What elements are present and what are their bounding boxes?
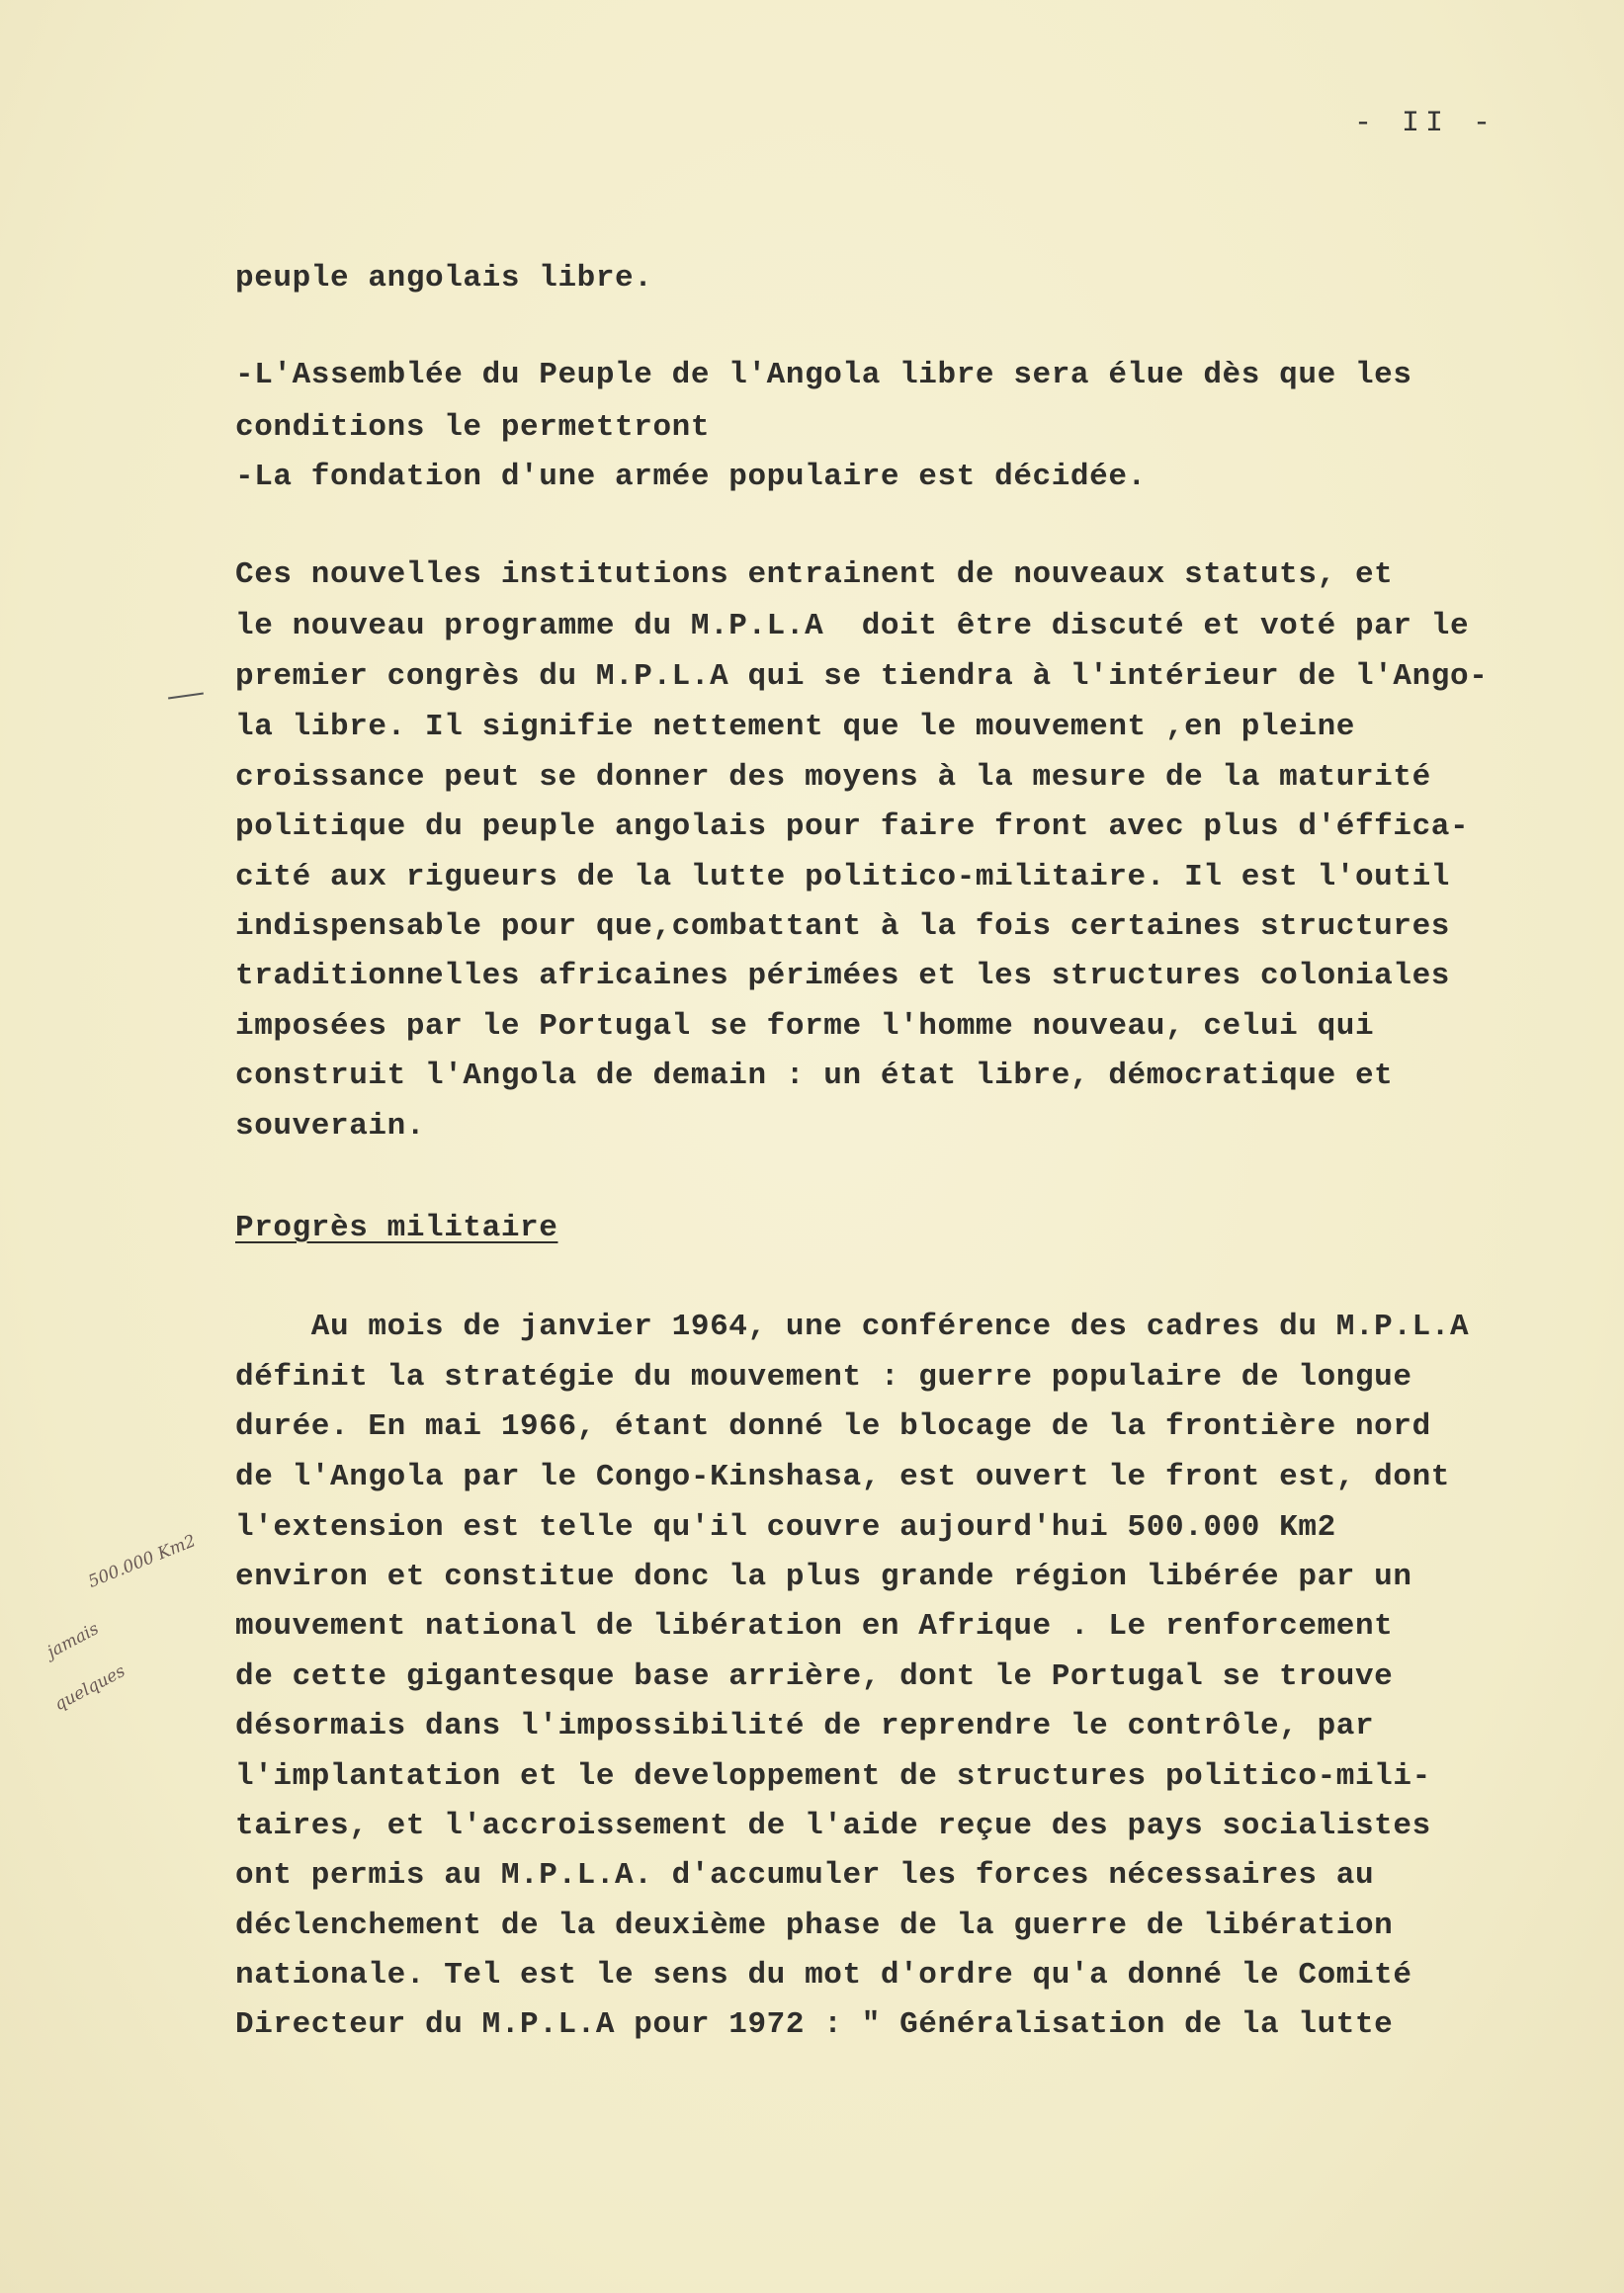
text-line: peuple angolais libre. bbox=[235, 261, 653, 296]
text-line: déclenchement de la deuxième phase de la guerre de libération bbox=[235, 1909, 1394, 1943]
text-line: ont permis au M.P.L.A. d'accumuler les forces nécessaires au bbox=[235, 1858, 1375, 1893]
text-line: Directeur du M.P.L.A pour 1972 : " Généralisation de la lutte bbox=[235, 2007, 1394, 2042]
text-line: conditions le permettront bbox=[235, 410, 711, 445]
text-line: taires, et l'accroissement de l'aide reçue des pays socialistes bbox=[235, 1809, 1431, 1843]
text-line: indispensable pour que,combattant à la fois certaines structures bbox=[235, 909, 1450, 944]
text-line: croissance peut se donner des moyens à la mesure de la maturité bbox=[235, 760, 1431, 795]
text-line: imposées par le Portugal se forme l'homme nouveau, celui qui bbox=[235, 1009, 1375, 1044]
text-line: Ces nouvelles institutions entrainent de nouveaux statuts, et bbox=[235, 557, 1394, 592]
margin-note: 500.000 Km2 bbox=[85, 1531, 199, 1592]
margin-tick-mark bbox=[168, 693, 204, 700]
text-line: l'extension est telle qu'il couvre aujourd'hui 500.000 Km2 bbox=[235, 1510, 1336, 1545]
text-line: -L'Assemblée du Peuple de l'Angola libre sera élue dès que les bbox=[235, 358, 1412, 392]
text-line: de cette gigantesque base arrière, dont le Portugal se trouve bbox=[235, 1659, 1394, 1694]
text-line: -La fondation d'une armée populaire est décidée. bbox=[235, 460, 1147, 494]
text-line: politique du peuple angolais pour faire front avec plus d'éffica- bbox=[235, 809, 1470, 844]
text-line: de l'Angola par le Congo-Kinshasa, est ouvert le front est, dont bbox=[235, 1460, 1450, 1494]
text-line: mouvement national de libération en Afrique . Le renforcement bbox=[235, 1609, 1394, 1644]
text-line: le nouveau programme du M.P.L.A doit être discuté et voté par le bbox=[235, 609, 1470, 643]
text-line: premier congrès du M.P.L.A qui se tiendra à l'intérieur de l'Ango- bbox=[235, 659, 1489, 694]
margin-note: jamais bbox=[43, 1619, 103, 1662]
text-line: la libre. Il signifie nettement que le mouvement ,en pleine bbox=[235, 710, 1355, 744]
text-line: environ et constitue donc la plus grande région libérée par un bbox=[235, 1560, 1412, 1594]
text-line: désormais dans l'impossibilité de reprendre le contrôle, par bbox=[235, 1709, 1375, 1743]
text-line: construit l'Angola de demain : un état libre, démocratique et bbox=[235, 1059, 1394, 1093]
margin-note: quelques bbox=[50, 1660, 129, 1716]
text-line: cité aux rigueurs de la lutte politico-militaire. Il est l'outil bbox=[235, 860, 1450, 894]
text-line: Au mois de janvier 1964, une conférence des cadres du M.P.L.A bbox=[235, 1310, 1470, 1344]
text-line: nationale. Tel est le sens du mot d'ordre qu'a donné le Comité bbox=[235, 1958, 1412, 1993]
text-line: souverain. bbox=[235, 1109, 426, 1144]
text-line: définit la stratégie du mouvement : guerre populaire de longue bbox=[235, 1360, 1412, 1395]
text-line: durée. En mai 1966, étant donné le blocage de la frontière nord bbox=[235, 1409, 1431, 1444]
text-line: l'implantation et le developpement de structures politico-mili- bbox=[235, 1759, 1431, 1794]
page-number: - II - bbox=[1354, 107, 1497, 140]
section-heading: Progrès militaire bbox=[235, 1211, 558, 1245]
text-line: traditionnelles africaines périmées et les structures coloniales bbox=[235, 959, 1450, 993]
